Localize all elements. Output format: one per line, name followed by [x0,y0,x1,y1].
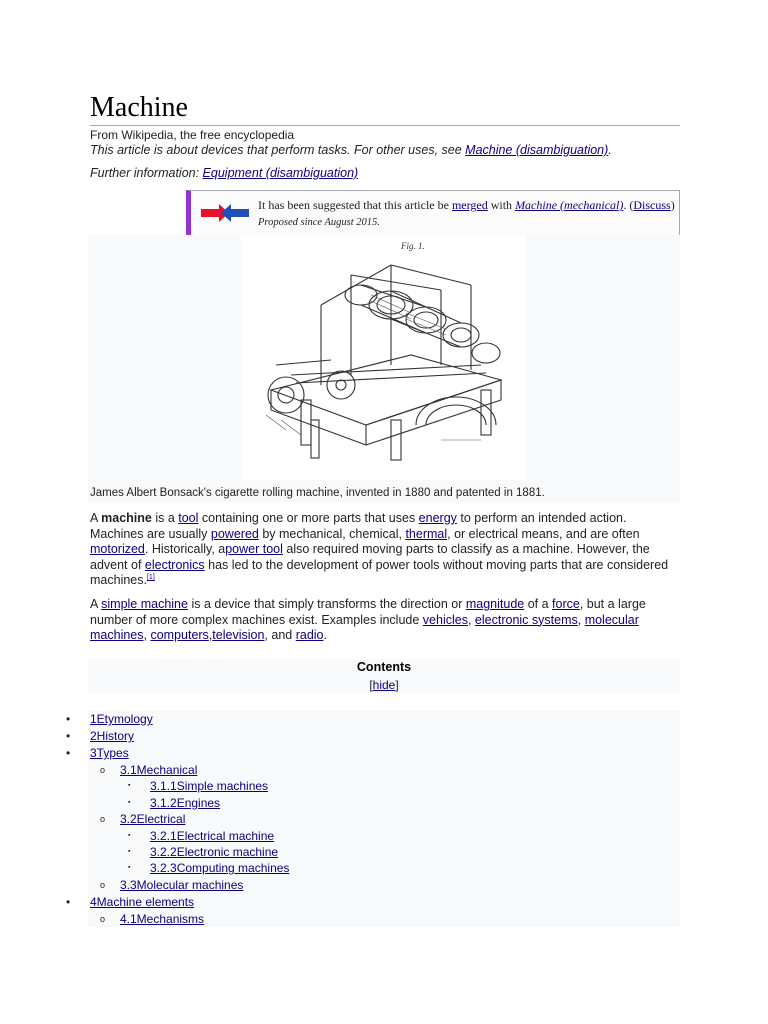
toc-bullet: o [100,880,106,890]
link-computers[interactable]: computers [150,628,209,643]
p1-text: by mechanical, chemical, [258,526,406,541]
toc-bullet: ▪ [128,848,131,855]
p2-text: , but a large number of more complex machines exist. Examples include [90,597,646,627]
p1-text: to perform an intended action. Machines are usually [90,511,627,541]
toc-item-history[interactable]: 2History [90,729,135,743]
p1-text: . Historically, a [144,542,226,557]
toc-bullet: o [100,765,106,775]
merged-link[interactable]: merged [451,198,488,212]
link-powered[interactable]: powered [210,526,259,541]
toc-item-types[interactable]: 3Types [90,746,129,760]
link-force[interactable]: force [552,597,580,611]
link-power-tool[interactable]: power tool [225,542,283,557]
toc-header [88,659,680,693]
p2-text: , [577,612,585,627]
p2-text: , [467,612,475,627]
toc-item-molecular-machines[interactable]: 3.3Molecular machines [120,878,244,892]
p2-text: of a [524,597,553,611]
page-title: Machine [90,92,188,123]
toc-toggle [88,678,680,692]
p2-text: is a device that simply transforms the direction or [187,597,466,611]
article-figure [88,235,680,502]
link-thermal[interactable]: thermal [405,526,448,541]
p1-text: is a [151,511,179,525]
toc-item-electrical-machine[interactable]: 3.2.1Electrical machine [150,829,275,843]
p1-text: , or electrical means, and are often [447,526,640,541]
link-simple-machine[interactable]: simple machine [101,597,188,611]
merge-notice [186,190,680,235]
reference-link[interactable]: [1] [146,574,155,582]
toc-item-simple-machines[interactable]: 3.1.1Simple machines [150,779,269,793]
toc-bullet: ▪ [128,799,131,806]
merge-target-link[interactable]: Machine (mechanical) [515,198,624,212]
hatnote-about-text: This article is about devices that perform tasks. For other uses, see [90,143,466,157]
toc-toggle-bracket: [ [369,678,373,692]
p2-text: , [143,628,151,643]
merge-notice-text [258,197,678,231]
merge-arrows-icon [199,202,251,224]
equipment-disambiguation-link[interactable]: Equipment (disambiguation) [202,166,359,180]
toc-item-electronic-machine[interactable]: 3.2.2Electronic machine [150,845,279,859]
toc-bullet: ▪ [128,832,131,839]
link-magnitude[interactable]: magnitude [465,597,525,611]
toc-item-engines[interactable]: 3.1.2Engines [150,796,221,810]
toc-item-electrical[interactable]: 3.2Electrical [120,812,186,826]
link-radio[interactable]: radio [295,628,324,643]
p1-text: A [90,511,102,525]
toc-bullet: o [100,814,106,824]
toc-hide-link[interactable]: hide [372,678,396,692]
intro-paragraph [90,511,682,589]
toc-bullet: • [66,746,71,760]
toc-bullet: • [66,895,71,909]
hatnote-further-text: Further information: [90,166,203,180]
p1-text: containing one or more parts that uses [198,511,419,525]
link-energy[interactable]: energy [418,511,457,525]
merge-text-1: It has been suggested that this article be [258,198,452,212]
discuss-link[interactable]: Discuss [633,198,671,212]
toc-item-mechanical[interactable]: 3.1Mechanical [120,763,198,777]
toc-bullet: o [100,914,106,924]
toc-title: Contents [356,660,412,674]
p2-text: . [323,628,327,643]
link-motorized[interactable]: motorized [90,542,145,557]
toc-bullet: • [66,729,71,743]
link-electronic-systems[interactable]: electronic systems [474,612,578,627]
cigarette-rolling-machine-drawing[interactable] [241,235,526,480]
merge-text-2: with [487,198,516,212]
hatnote-about [90,143,612,157]
p2-text: A [90,597,102,611]
term-machine: machine [101,511,152,525]
link-electronics[interactable]: electronics [144,557,205,572]
title-divider [90,125,680,126]
p1-text: has led to the development of power tools without moving parts that are considered machines. [90,557,669,588]
toc-item-machine-elements[interactable]: 4Machine elements [90,895,195,909]
second-paragraph [90,597,682,644]
p2-text: , [208,628,213,643]
hatnote-further [90,166,358,180]
hatnote-about-suffix: . [608,143,612,157]
figure-caption: James Albert Bonsack's cigarette rolling machine, invented in 1880 and patented in 1881. [90,487,545,499]
link-vehicles[interactable]: vehicles [422,612,468,627]
merge-text-3: . ( [623,198,634,212]
merge-text-4: ) [670,198,675,212]
page-subtitle: From Wikipedia, the free encyclopedia [90,128,295,142]
link-molecular-machines[interactable]: molecular machines [90,612,639,643]
toc-item-mechanisms[interactable]: 4.1Mechanisms [120,912,205,926]
p2-text: , and [264,628,296,643]
link-television[interactable]: television [212,628,265,643]
toc-bullet: ▪ [128,782,131,789]
proposed-date: Proposed since August 2015. [258,217,380,228]
link-tool[interactable]: tool [178,511,199,525]
toc-bullet: ▪ [128,864,131,871]
svg-text:Fig. 1.: Fig. 1. [401,241,425,251]
toc-item-computing-machines[interactable]: 3.2.3Computing machines [150,861,290,875]
toc-item-etymology[interactable]: 1Etymology [90,712,153,726]
toc-toggle-bracket: ] [395,678,399,692]
disambiguation-link[interactable]: Machine (disambiguation) [465,143,609,157]
p1-text: also required moving parts to classify as a machine. However, the advent of [90,542,650,572]
toc-bullet: • [66,712,71,726]
